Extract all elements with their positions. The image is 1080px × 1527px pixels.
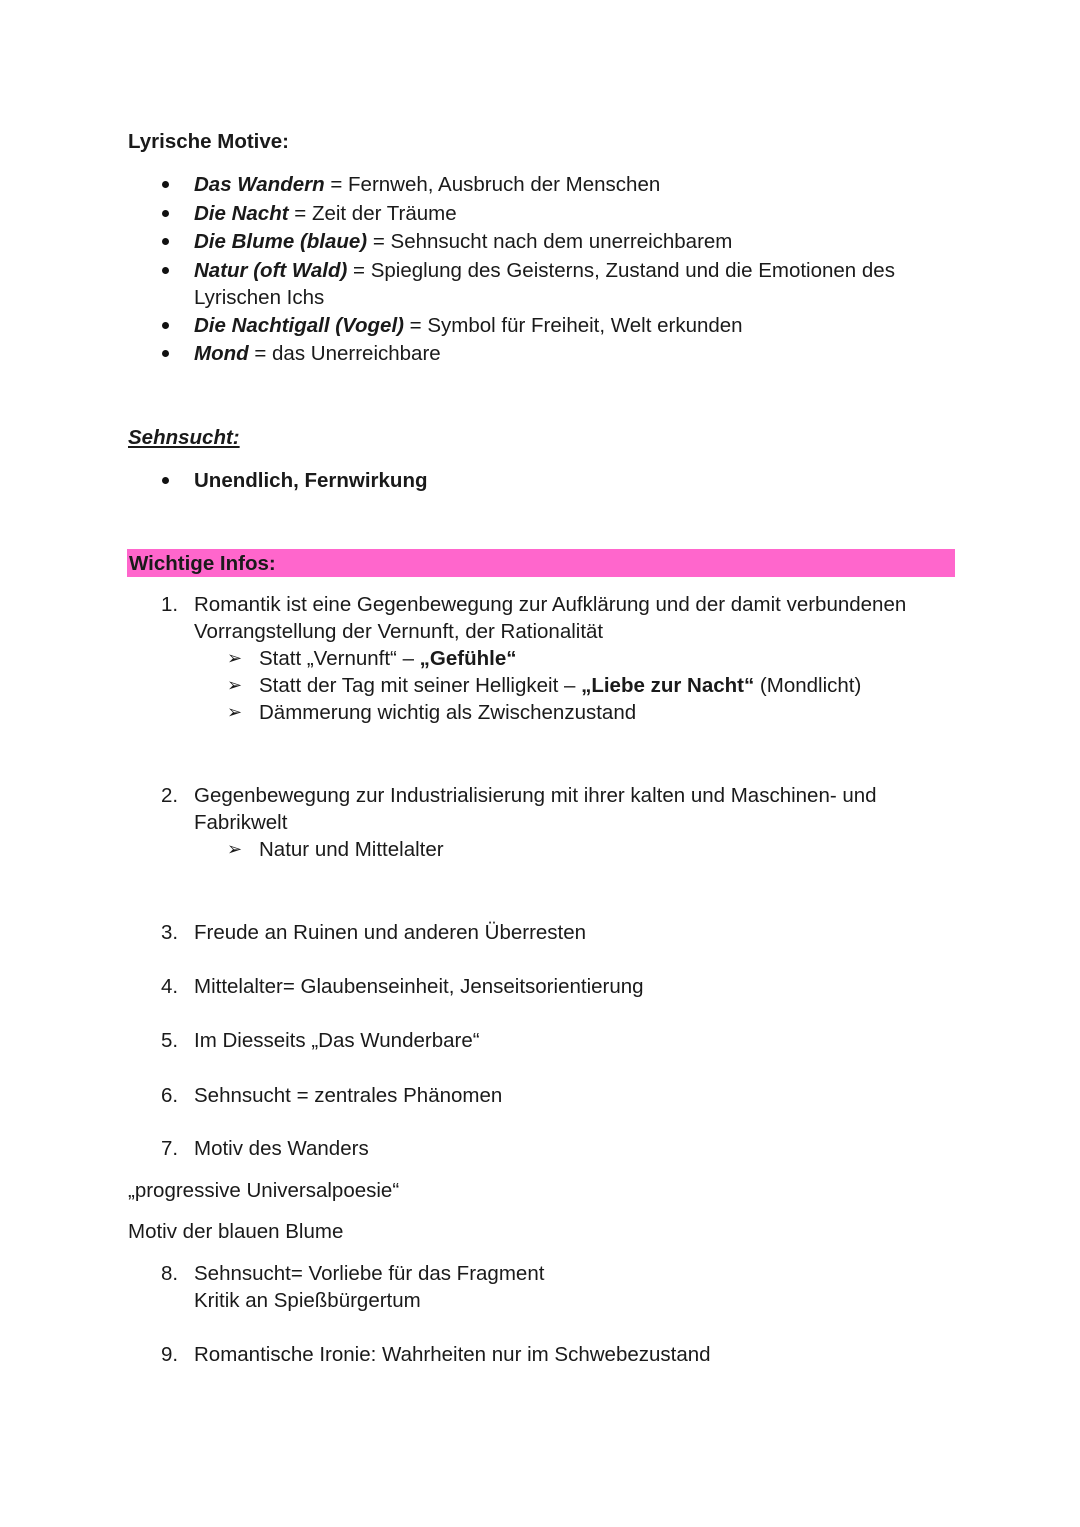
list-number: 9. bbox=[161, 1343, 179, 1366]
motive-item: Natur (oft Wald) = Spieglung des Geisterns, Zustand und die Emotionen des bbox=[194, 259, 895, 282]
info-text: Sehnsucht = zentrales Phänomen bbox=[194, 1084, 503, 1107]
bullet-icon bbox=[162, 322, 169, 329]
list-number: 1. bbox=[161, 593, 179, 616]
info-text: Im Diesseits „Das Wunderbare“ bbox=[194, 1029, 480, 1052]
bullet-icon bbox=[162, 238, 169, 245]
free-text: Motiv der blauen Blume bbox=[128, 1220, 344, 1243]
bullet-icon bbox=[162, 267, 169, 274]
arrow-bullet-icon: ➢ bbox=[227, 839, 243, 859]
arrow-bullet-icon: ➢ bbox=[227, 675, 243, 695]
list-number: 3. bbox=[161, 921, 179, 944]
info-subitem: Statt „Vernunft“ – „Gefühle“ bbox=[259, 647, 517, 670]
heading-sehnsucht: Sehnsucht: bbox=[128, 426, 240, 449]
list-number: 4. bbox=[161, 975, 179, 998]
list-number: 2. bbox=[161, 784, 179, 807]
info-text: Kritik an Spießbürgertum bbox=[194, 1289, 421, 1312]
info-text: Sehnsucht= Vorliebe für das Fragment bbox=[194, 1262, 545, 1285]
info-text: Romantik ist eine Gegenbewegung zur Aufklärung und der damit verbundenen bbox=[194, 593, 907, 616]
list-number: 8. bbox=[161, 1262, 179, 1285]
arrow-bullet-icon: ➢ bbox=[227, 648, 243, 668]
motive-item: Das Wandern = Fernweh, Ausbruch der Menschen bbox=[194, 173, 661, 196]
bullet-icon bbox=[162, 210, 169, 217]
motive-item-continuation: Lyrischen Ichs bbox=[194, 286, 325, 309]
info-text: Motiv des Wanders bbox=[194, 1137, 369, 1160]
motive-item: Die Nachtigall (Vogel) = Symbol für Freiheit, Welt erkunden bbox=[194, 314, 743, 337]
list-number: 6. bbox=[161, 1084, 179, 1107]
heading-lyrische-motive: Lyrische Motive: bbox=[128, 130, 290, 153]
info-text: Romantische Ironie: Wahrheiten nur im Schwebezustand bbox=[194, 1343, 711, 1366]
bullet-icon bbox=[162, 350, 169, 357]
motive-item: Die Blume (blaue) = Sehnsucht nach dem unerreichbarem bbox=[194, 230, 733, 253]
list-number: 7. bbox=[161, 1137, 179, 1160]
bullet-icon bbox=[162, 181, 169, 188]
info-subitem: Statt der Tag mit seiner Helligkeit – „Liebe zur Nacht“ (Mondlicht) bbox=[259, 674, 862, 697]
motive-item: Mond = das Unerreichbare bbox=[194, 342, 441, 365]
heading-wichtige-infos: Wichtige Infos: bbox=[129, 552, 276, 575]
info-text: Freude an Ruinen und anderen Überresten bbox=[194, 921, 587, 944]
list-number: 5. bbox=[161, 1029, 179, 1052]
bullet-icon bbox=[162, 477, 169, 484]
info-subitem: Dämmerung wichtig als Zwischenzustand bbox=[259, 701, 637, 724]
free-text: „progressive Universalpoesie“ bbox=[128, 1179, 400, 1202]
motive-item: Die Nacht = Zeit der Träume bbox=[194, 202, 457, 225]
info-text: Mittelalter= Glaubenseinheit, Jenseitsorientierung bbox=[194, 975, 644, 998]
sehnsucht-item: Unendlich, Fernwirkung bbox=[194, 469, 428, 492]
info-text: Fabrikwelt bbox=[194, 811, 288, 834]
info-text: Gegenbewegung zur Industrialisierung mit ihrer kalten und Maschinen- und bbox=[194, 784, 877, 807]
info-text: Vorrangstellung der Vernunft, der Rationalität bbox=[194, 620, 604, 643]
info-subitem: Natur und Mittelalter bbox=[259, 838, 444, 861]
arrow-bullet-icon: ➢ bbox=[227, 702, 243, 722]
